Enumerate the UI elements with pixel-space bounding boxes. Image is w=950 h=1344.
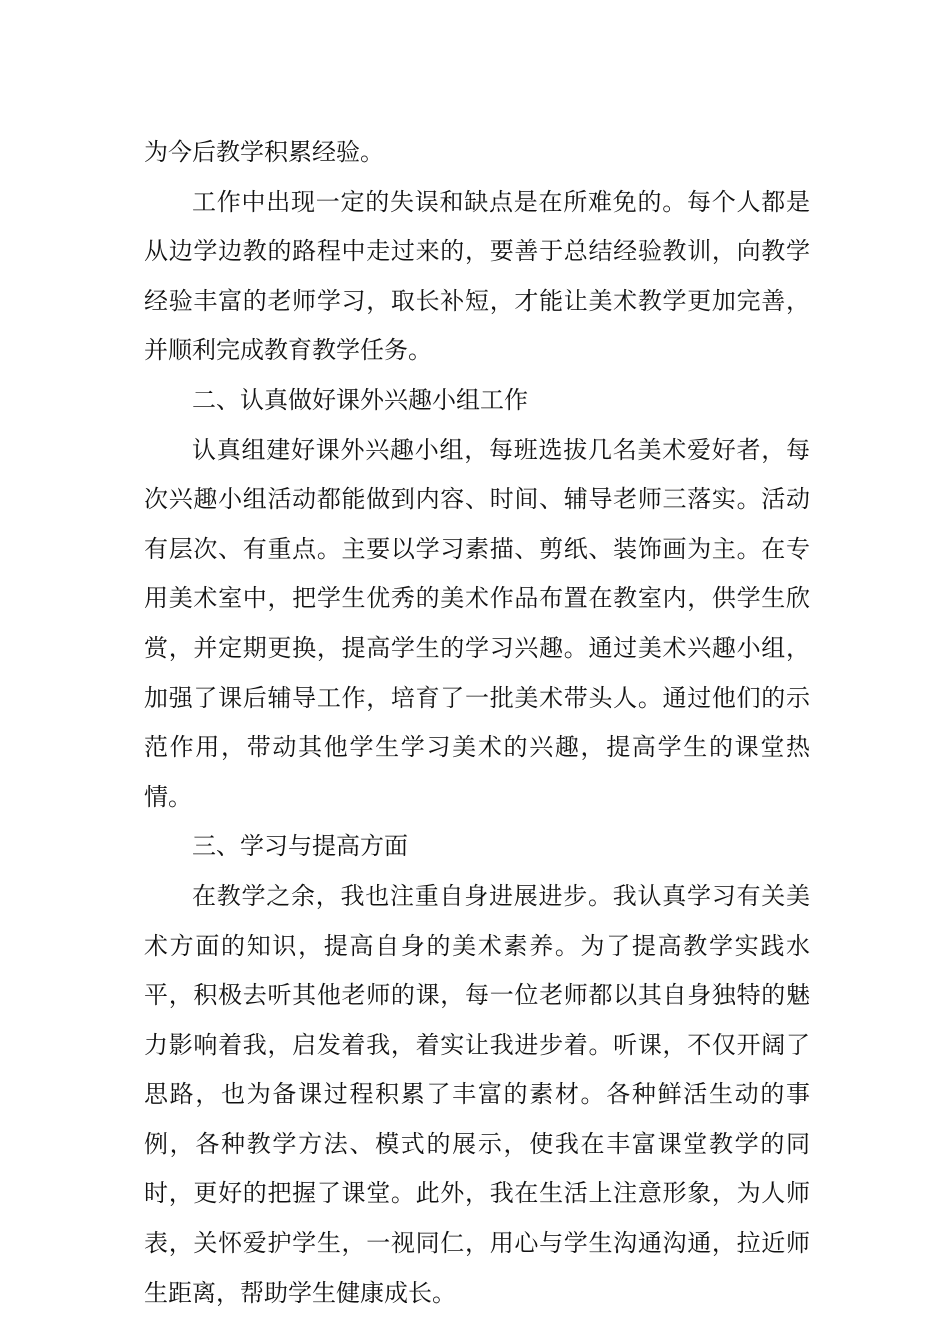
- paragraph-continued: 为今后教学积累经验。: [144, 138, 384, 166]
- paragraph-mistakes: 工作中出现一定的失误和缺点是在所难免的。每个人都是从边学边教的路程中走过来的，要善于总结经验教训，向教学经验丰富的老师学习，取长补短，才能让美术教学更加完善，并顺利完成教育教学任务。: [144, 187, 810, 365]
- section-heading-learning: 三、学习与提高方面: [192, 832, 408, 861]
- paragraph-interest-group: 认真组建好课外兴趣小组，每班选拔几名美术爱好者，每次兴趣小组活动都能做到内容、时间、辅导老师三落实。活动有层次、有重点。主要以学习素描、剪纸、装饰画为主。在专用美术室中，把学生优秀的美术作品布置在教室内，供学生欣赏，并定期更换，提高学生的学习兴趣。通过美术兴趣小组，加强了课后辅导工作，培育了一批美术带头人。通过他们的示范作用，带动其他学生学习美术的兴趣，提高学生的课堂热情。: [144, 435, 810, 811]
- document-body: [144, 128, 810, 1318]
- paragraph-learning: 在教学之余，我也注重自身进展进步。我认真学习有关美术方面的知识，提高自身的美术素养。为了提高教学实践水平，积极去听其他老师的课，每一位老师都以其自身独特的魅力影响着我，启发着我，着实让我进步着。听课，不仅开阔了思路，也为备课过程积累了丰富的素材。各种鲜活生动的事例，各种教学方法、模式的展示，使我在丰富课堂教学的同时，更好的把握了课堂。此外，我在生活上注意形象，为人师表，关怀爱护学生，一视同仁，用心与学生沟通沟通，拉近师生距离，帮助学生健康成长。: [144, 881, 810, 1307]
- section-heading-interest-group: 二、认真做好课外兴趣小组工作: [192, 385, 528, 414]
